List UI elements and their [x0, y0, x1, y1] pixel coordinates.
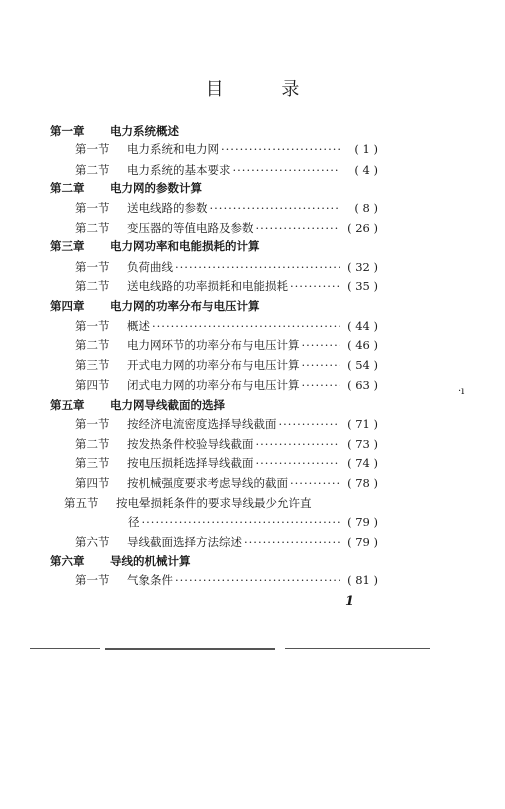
- section-title: 按电压损耗选择导线截面: [127, 456, 254, 470]
- section-label: 第四节: [75, 378, 110, 392]
- chapter-label: 第六章: [50, 554, 85, 568]
- section-label: 第六节: [75, 535, 110, 549]
- toc-entry: [75, 355, 378, 375]
- dot-leader: [221, 139, 340, 159]
- section-page-number: ( 54 ): [347, 358, 378, 372]
- section-label: 第一节: [75, 201, 110, 215]
- chapter-title: 导线的机械计算: [110, 554, 191, 568]
- bottom-rule-right: [285, 648, 430, 649]
- chapter-label: 第四章: [50, 299, 85, 313]
- section-page-number: ( 44 ): [347, 319, 378, 333]
- toc-entry: [64, 493, 378, 513]
- section-page-number: ( 32 ): [347, 260, 378, 274]
- section-title: 变压器的等值电路及参数: [127, 221, 254, 235]
- page-number: 1: [345, 594, 355, 609]
- chapter-title: 电力网的功率分布与电压计算: [110, 299, 260, 313]
- section-label: 第二节: [75, 221, 110, 235]
- dot-leader: [256, 218, 341, 238]
- toc-chapter: [50, 121, 179, 141]
- section-label: 第一节: [75, 142, 110, 156]
- dot-leader: [152, 316, 340, 336]
- dot-leader: [256, 453, 341, 473]
- section-page-number: ( 4 ): [354, 163, 378, 177]
- section-label: 第四节: [75, 476, 110, 490]
- toc-entry: [75, 570, 378, 590]
- section-page-number: ( 63 ): [347, 378, 378, 392]
- chapter-label: 第一章: [50, 124, 85, 138]
- toc-entry: [75, 453, 378, 473]
- dot-leader: [233, 160, 341, 180]
- section-page-number: ( 71 ): [347, 417, 378, 431]
- section-label: 第一节: [75, 260, 110, 274]
- section-title: 导线截面选择方法综述: [127, 535, 242, 549]
- dot-leader: [302, 375, 341, 395]
- toc-entry: [75, 414, 378, 434]
- section-page-number: ( 1 ): [354, 142, 378, 156]
- dot-leader: [302, 355, 341, 375]
- section-title: 送电线路的参数: [127, 201, 208, 215]
- toc-entry: [75, 139, 378, 159]
- dot-leader: [256, 434, 341, 454]
- section-label: 第二节: [75, 163, 110, 177]
- section-label: 第二节: [75, 279, 110, 293]
- section-page-number: ( 35 ): [347, 279, 378, 293]
- section-title: 电力系统的基本要求: [127, 163, 231, 177]
- section-label: 第一节: [75, 573, 110, 587]
- dot-leader: [290, 473, 340, 493]
- section-page-number: ( 79 ): [347, 515, 378, 529]
- toc-chapter: [50, 296, 260, 316]
- section-page-number: ( 81 ): [347, 573, 378, 587]
- toc-entry: [75, 473, 378, 493]
- dot-leader: [279, 414, 341, 434]
- toc-entry: [75, 532, 378, 552]
- toc-entry: [75, 218, 378, 238]
- dot-leader: [244, 532, 340, 552]
- toc-chapter: [50, 551, 191, 571]
- section-label: 第一节: [75, 417, 110, 431]
- chapter-title: 电力网功率和电能损耗的计算: [110, 239, 260, 253]
- dot-leader: [142, 512, 341, 532]
- toc-entry: [75, 316, 378, 336]
- section-label: 第二节: [75, 437, 110, 451]
- dot-leader: [290, 276, 340, 296]
- section-label: 第三节: [75, 358, 110, 372]
- dot-leader: [175, 570, 340, 590]
- section-page-number: ( 8 ): [354, 201, 378, 215]
- chapter-label: 第三章: [50, 239, 85, 253]
- toc-entry: [75, 276, 378, 296]
- chapter-label: 第五章: [50, 398, 85, 412]
- chapter-title: 电力网的参数计算: [110, 181, 202, 195]
- section-title: 按机械强度要求考虑导线的截面: [127, 476, 288, 490]
- section-page-number: ( 74 ): [347, 456, 378, 470]
- chapter-label: 第二章: [50, 181, 85, 195]
- bottom-rule-left: [30, 648, 100, 649]
- section-title: 闭式电力网的功率分布与电压计算: [127, 378, 300, 392]
- toc-entry: [75, 434, 378, 454]
- toc-entry: [75, 335, 378, 355]
- toc-entry: [75, 198, 378, 218]
- section-title: 电力系统和电力网: [127, 142, 219, 156]
- toc-entry: [75, 375, 378, 395]
- section-title: 负荷曲线: [127, 260, 173, 274]
- section-label: 第三节: [75, 456, 110, 470]
- section-title: 按发热条件校验导线截面: [127, 437, 254, 451]
- section-label: 第五节: [64, 496, 99, 510]
- section-page-number: ( 73 ): [347, 437, 378, 451]
- scan-mark: ·ı: [458, 386, 465, 397]
- chapter-title: 电力网导线截面的选择: [110, 398, 225, 412]
- chapter-title: 电力系统概述: [110, 124, 179, 138]
- section-label: 第二节: [75, 338, 110, 352]
- toc-entry: [75, 160, 378, 180]
- section-title: 电力网环节的功率分布与电压计算: [127, 338, 300, 352]
- section-title: 概述: [127, 319, 150, 333]
- toc-chapter: [50, 178, 202, 198]
- toc-entry: [128, 512, 378, 532]
- section-title: 按经济电流密度选择导线截面: [127, 417, 277, 431]
- section-title: 按电晕损耗条件的要求导线最少允许直: [116, 496, 312, 510]
- page-title: 目 录: [205, 79, 326, 100]
- section-title: 开式电力网的功率分布与电压计算: [127, 358, 300, 372]
- toc-entry: [75, 257, 378, 277]
- dot-leader: [175, 257, 340, 277]
- section-page-number: ( 46 ): [347, 338, 378, 352]
- section-label: 第一节: [75, 319, 110, 333]
- section-title: 送电线路的功率损耗和电能损耗: [127, 279, 288, 293]
- section-page-number: ( 78 ): [347, 476, 378, 490]
- section-title: 气象条件: [127, 573, 173, 587]
- bottom-rule-center: [105, 648, 275, 650]
- section-page-number: ( 26 ): [347, 221, 378, 235]
- toc-chapter: [50, 395, 225, 415]
- section-page-number: ( 79 ): [347, 535, 378, 549]
- section-title: 径: [128, 515, 140, 529]
- toc-chapter: [50, 236, 260, 256]
- dot-leader: [302, 335, 341, 355]
- dot-leader: [210, 198, 341, 218]
